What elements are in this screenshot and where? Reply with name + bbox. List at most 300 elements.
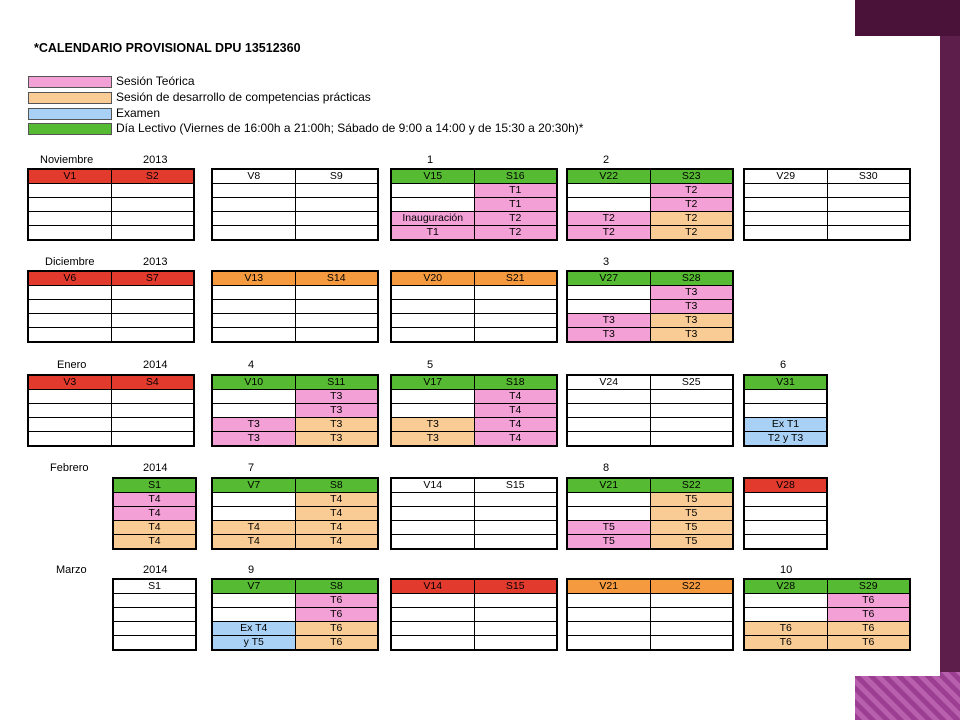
session-cell: T2 [650,212,733,226]
session-cell: T1 [474,184,557,198]
session-cell [827,226,910,240]
session-row [213,493,378,507]
session-cell [745,608,828,622]
session-cell: T3 [213,432,296,446]
session-row [745,521,827,535]
session-cell [111,432,194,446]
session-cell [392,390,475,404]
session-row [568,507,733,521]
session-row [392,300,557,314]
session-row [29,390,194,404]
session-cell: Ex T1 [745,418,827,432]
day-header-row [114,479,196,493]
day-header-cell: S15 [474,479,557,493]
session-cell [474,493,557,507]
session-cell: T1 [474,198,557,212]
day-header-cell: S8 [295,479,378,493]
session-row [213,390,378,404]
session-cell: T4 [295,507,378,521]
session-cell: T4 [114,493,196,507]
session-row [568,314,733,328]
session-cell [392,198,475,212]
session-cell: T4 [213,521,296,535]
session-row [568,404,733,418]
session-cell [295,212,378,226]
day-header-row [114,580,196,594]
day-header-cell: S9 [295,170,378,184]
month-label: Diciembre [45,256,95,268]
day-header-cell: V21 [568,479,651,493]
session-row [745,622,910,636]
session-row [745,390,827,404]
session-row [213,594,378,608]
week-number: 2 [603,154,610,166]
day-header-cell: V3 [29,376,112,390]
session-row [213,535,378,549]
session-row [392,314,557,328]
year-label: 2014 [143,462,168,474]
session-row [745,404,827,418]
day-header-cell: S14 [295,272,378,286]
day-header-row [29,272,194,286]
session-row [568,418,733,432]
session-cell [111,404,194,418]
session-cell [474,286,557,300]
day-header-cell: S18 [474,376,557,390]
session-cell [568,184,651,198]
session-row [568,432,733,446]
session-row [392,390,557,404]
session-cell [392,521,475,535]
month-label: Enero [57,359,87,371]
session-cell [213,404,296,418]
session-cell [568,300,651,314]
session-cell: T6 [745,622,828,636]
day-header-cell: V24 [568,376,651,390]
session-row [29,418,194,432]
session-cell: T6 [827,622,910,636]
session-cell [111,226,194,240]
week-block [391,271,557,342]
session-cell: T5 [650,507,733,521]
legend-label: Examen [116,106,161,120]
session-row [29,212,194,226]
day-header-row [745,479,827,493]
session-cell [745,594,828,608]
session-cell [111,198,194,212]
session-row [568,390,733,404]
session-row [392,198,557,212]
session-row [29,404,194,418]
session-row [568,300,733,314]
day-header-row [745,376,827,390]
session-cell [745,198,828,212]
session-row [568,328,733,342]
session-cell [111,390,194,404]
session-cell [213,507,296,521]
legend-swatch [28,76,112,88]
session-row [29,432,194,446]
session-cell [392,608,475,622]
day-header-cell: V10 [213,376,296,390]
session-cell [213,226,296,240]
session-cell [111,212,194,226]
session-cell [650,418,733,432]
session-cell [392,286,475,300]
week-block [391,478,557,549]
session-cell [745,212,828,226]
week-block [391,375,557,446]
session-row [568,622,733,636]
session-row [392,493,557,507]
session-cell: T4 [213,535,296,549]
session-row [392,226,557,240]
session-cell: T6 [295,636,378,650]
session-cell [474,636,557,650]
session-cell: T1 [392,226,475,240]
session-cell [29,226,112,240]
session-cell [213,300,296,314]
session-cell: T3 [568,314,651,328]
session-cell [392,636,475,650]
session-cell: T3 [650,300,733,314]
session-cell [650,594,733,608]
session-cell [213,608,296,622]
day-header-row [392,580,557,594]
day-header-cell: V14 [392,580,475,594]
session-cell: Inauguración [392,212,475,226]
session-row [392,535,557,549]
session-cell [474,521,557,535]
session-cell [213,286,296,300]
day-header-row [568,580,733,594]
session-row [392,328,557,342]
session-cell [568,198,651,212]
year-label: 2014 [143,359,168,371]
session-cell [392,328,475,342]
session-row [114,608,196,622]
session-cell [650,390,733,404]
day-header-cell: S30 [827,170,910,184]
session-row [213,608,378,622]
session-row [114,507,196,521]
session-cell: T3 [568,328,651,342]
day-header-cell: S8 [295,580,378,594]
session-row [568,286,733,300]
day-header-row [568,376,733,390]
session-cell [474,507,557,521]
session-cell [827,212,910,226]
session-row [114,594,196,608]
day-header-row [213,170,378,184]
week-block [212,271,378,342]
session-cell [114,636,196,650]
session-cell: T2 [650,226,733,240]
week-block [212,169,378,240]
session-cell: T2 [568,212,651,226]
session-cell [745,493,827,507]
session-cell: T4 [474,432,557,446]
session-cell [392,300,475,314]
session-cell [392,622,475,636]
session-cell: T6 [827,636,910,650]
session-cell [295,226,378,240]
session-row [213,418,378,432]
day-header-row [29,170,194,184]
day-header-row [745,580,910,594]
week-block [212,478,378,549]
session-row [29,226,194,240]
day-header-cell: S7 [111,272,194,286]
session-cell [568,418,651,432]
session-cell [29,184,112,198]
session-cell: T6 [827,608,910,622]
session-cell [568,507,651,521]
session-row [568,608,733,622]
session-cell: T4 [114,507,196,521]
session-cell: T4 [295,493,378,507]
session-cell [295,314,378,328]
session-cell [474,594,557,608]
session-cell [392,184,475,198]
day-header-cell: S23 [650,170,733,184]
month-label: Febrero [50,462,89,474]
day-header-cell: S4 [111,376,194,390]
session-row [568,226,733,240]
session-cell [114,622,196,636]
session-row [745,432,827,446]
session-row [392,286,557,300]
day-header-row [213,580,378,594]
session-row [213,507,378,521]
session-cell [29,314,112,328]
week-number: 3 [603,256,610,268]
session-cell [295,198,378,212]
day-header-cell: S1 [114,580,196,594]
session-cell [295,300,378,314]
session-row [213,226,378,240]
week-block [744,169,910,240]
session-row [29,300,194,314]
session-row [745,493,827,507]
day-header-cell: V6 [29,272,112,286]
day-header-cell: S22 [650,580,733,594]
session-row [392,404,557,418]
session-row [745,226,910,240]
session-row [29,314,194,328]
day-header-cell: S11 [295,376,378,390]
week-block [28,271,194,342]
session-cell: T3 [295,390,378,404]
session-cell [213,184,296,198]
session-cell [29,432,112,446]
session-cell: T3 [295,404,378,418]
session-cell [29,390,112,404]
session-cell: T6 [295,608,378,622]
session-row [392,636,557,650]
session-cell [650,432,733,446]
session-row [213,300,378,314]
session-cell: T5 [650,535,733,549]
session-cell [111,314,194,328]
session-cell [745,507,827,521]
session-cell [213,390,296,404]
legend-swatch [28,92,112,104]
session-row [745,418,827,432]
session-cell: T3 [213,418,296,432]
session-cell: T6 [295,594,378,608]
session-row [392,212,557,226]
session-cell [213,314,296,328]
session-cell [650,622,733,636]
week-block [567,169,733,240]
session-cell [474,328,557,342]
session-cell: T2 [474,212,557,226]
session-row [745,608,910,622]
day-header-cell: V8 [213,170,296,184]
session-cell [745,390,827,404]
session-row [745,212,910,226]
session-row [114,622,196,636]
session-row [745,594,910,608]
week-block [744,478,827,549]
session-row [213,404,378,418]
session-cell [213,594,296,608]
session-cell [568,636,651,650]
session-cell [295,184,378,198]
session-cell: T3 [392,418,475,432]
session-cell: T4 [295,535,378,549]
day-header-cell: V15 [392,170,475,184]
legend-swatch [28,123,112,135]
session-row [213,212,378,226]
session-cell: T2 [568,226,651,240]
session-cell: T3 [650,286,733,300]
day-header-cell: V21 [568,580,651,594]
session-cell [392,535,475,549]
session-cell [568,432,651,446]
week-block [744,579,910,650]
day-header-row [392,272,557,286]
day-header-cell: V31 [745,376,827,390]
session-cell: T4 [474,390,557,404]
day-header-cell: V29 [745,170,828,184]
session-row [392,418,557,432]
session-row [568,594,733,608]
day-header-cell: S21 [474,272,557,286]
session-row [568,198,733,212]
session-cell: T2 [650,184,733,198]
session-cell [29,198,112,212]
month-label: Noviembre [40,154,94,166]
session-cell [111,286,194,300]
session-cell: T2 [474,226,557,240]
session-cell [213,328,296,342]
session-row [213,198,378,212]
session-row [213,328,378,342]
session-cell [114,594,196,608]
session-row [568,535,733,549]
session-cell: T6 [745,636,828,650]
session-row [213,521,378,535]
session-row [114,636,196,650]
session-row [745,535,827,549]
session-cell [392,493,475,507]
session-cell: y T5 [213,636,296,650]
week-block [744,375,827,446]
session-row [745,636,910,650]
week-number: 1 [427,154,434,166]
session-cell [474,622,557,636]
session-cell [745,535,827,549]
week-number: 9 [248,564,255,576]
session-row [568,184,733,198]
session-cell [213,212,296,226]
session-row [29,198,194,212]
session-cell [745,184,828,198]
session-cell: T3 [295,432,378,446]
week-block [28,375,194,446]
session-cell [650,404,733,418]
session-row [568,493,733,507]
session-cell: T6 [295,622,378,636]
day-header-row [213,376,378,390]
week-number: 5 [427,359,434,371]
day-header-row [29,376,194,390]
session-cell [295,286,378,300]
week-block [567,579,733,650]
day-header-cell: V22 [568,170,651,184]
week-number: 4 [248,359,255,371]
legend-label: Sesión Teórica [116,74,195,88]
session-cell [392,314,475,328]
session-row [213,286,378,300]
session-row [392,184,557,198]
week-block [567,478,733,549]
session-row [213,314,378,328]
session-cell [392,507,475,521]
session-row [568,521,733,535]
session-cell [392,594,475,608]
session-cell [474,300,557,314]
session-cell [474,608,557,622]
session-row [568,636,733,650]
day-header-row [213,479,378,493]
session-cell [213,198,296,212]
week-number: 10 [780,564,793,576]
day-header-cell: S2 [111,170,194,184]
week-block [391,169,557,240]
session-cell [568,622,651,636]
session-row [29,286,194,300]
week-block [567,271,733,342]
week-block [113,478,196,549]
session-cell: T5 [568,535,651,549]
session-cell: T5 [650,521,733,535]
day-header-cell: V13 [213,272,296,286]
day-header-row [213,272,378,286]
session-row [392,507,557,521]
session-cell [568,286,651,300]
session-row [745,184,910,198]
session-cell: T3 [295,418,378,432]
day-header-cell: S16 [474,170,557,184]
session-row [114,521,196,535]
session-cell [745,404,827,418]
session-cell [474,314,557,328]
year-label: 2013 [143,256,168,268]
session-cell: T4 [114,521,196,535]
